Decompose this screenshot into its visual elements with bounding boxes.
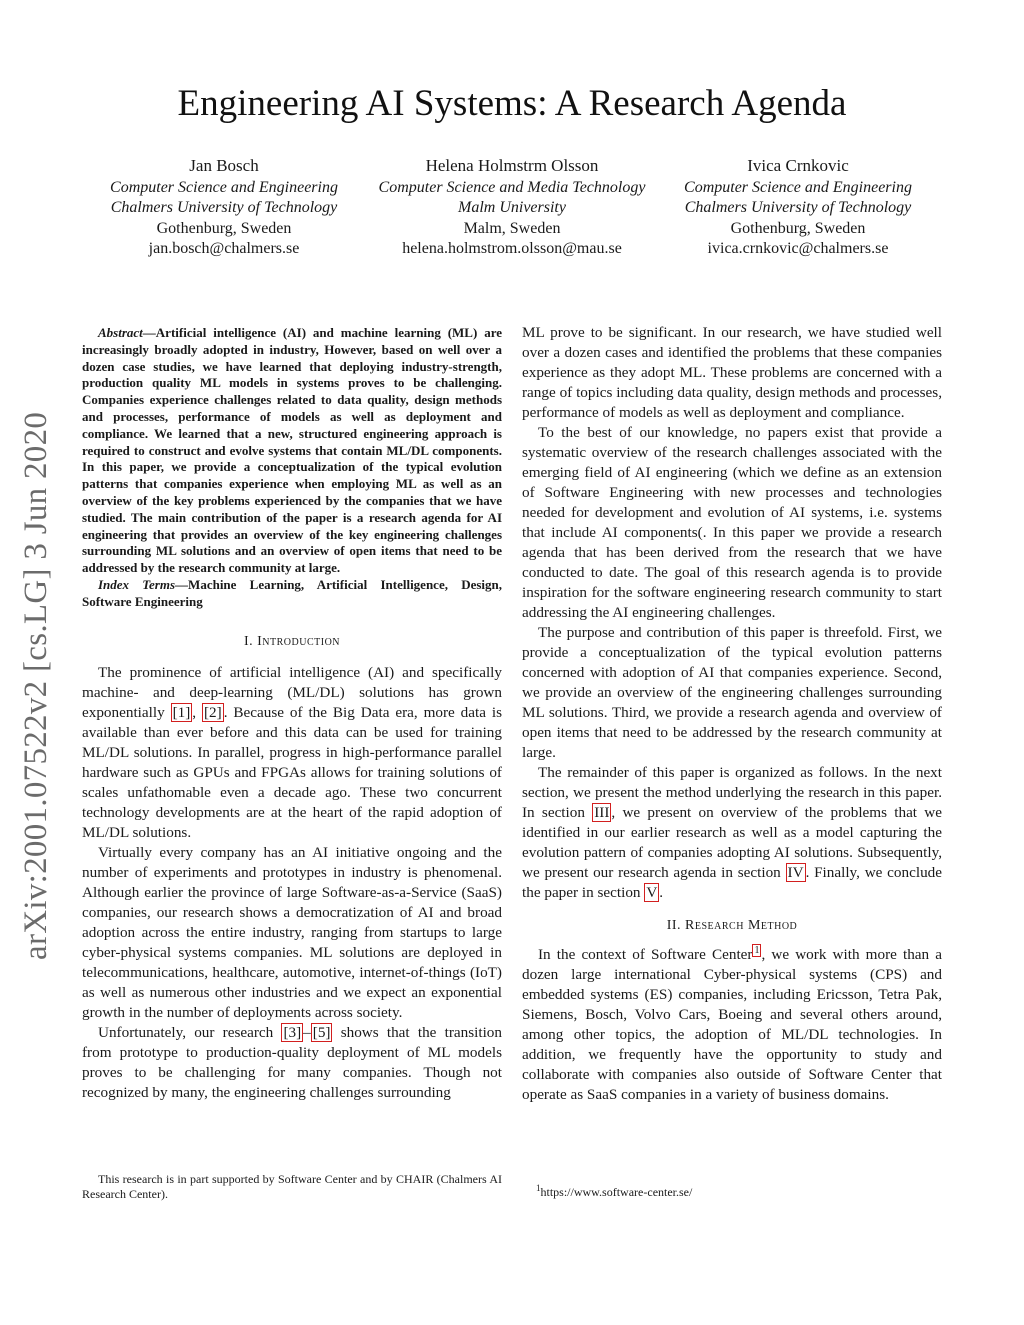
funding-footnote: This research is in part supported by Software Center and by CHAIR (Chalmers AI Research Center). xyxy=(82,1172,502,1201)
author-email: helena.holmstrom.olsson@mau.se xyxy=(402,240,622,257)
abstract xyxy=(82,325,502,577)
footnote-link[interactable]: 1 xyxy=(754,944,760,956)
citation-link[interactable]: [5] xyxy=(312,1023,331,1041)
citation-link[interactable]: [3] xyxy=(283,1023,302,1041)
intro-paragraph-4: To the best of our knowledge, no papers exist that provide a systematic overview of the research challenges associated with the emerging field of AI engineering (which we define as an extension of Software Engineering with new processes and technologies needed for development and evolution of AI systems, i.e. systems that include AI components(. In this paper we provide a research agenda that has been derived from the research that we have conducted to date. The goal of this research agenda is to provide inspiration for the software engineering research community to start addressing the AI engineering challenges. xyxy=(522,424,942,621)
intro-paragraph-2: Virtually every company has an AI initiative ongoing and the number of experiments and prototypes in industry is phenomenal. Although earlier the province of large Software-as-a-Service (SaaS) companies, our research shows a democratization of AI and broad adoption across the entire industry, ranging from startups to large cyber-physical systems companies. ML solutions are deployed in telecommunications, healthcare, automotive, internet-of-things (IoT) as well as numerous other industries and we expect an exponential growth in the number of deployments across society. xyxy=(82,843,502,1021)
author-dept: Computer Science and Engineering xyxy=(684,178,912,196)
author-email: jan.bosch@chalmers.se xyxy=(148,240,300,257)
intro-paragraph-continued: ML prove to be significant. In our research, we have studied well over a dozen cases and identified the problems that these companies experience as they adopt ML. These problems are concerned with a range of topics including data quality, design methods and processes, performance of models as well as deployment and compliance. xyxy=(522,324,942,421)
author-city: Malm, Sweden xyxy=(463,219,561,237)
index-terms-lead: Index Terms xyxy=(98,576,176,592)
footnote-url[interactable]: https://www.software-center.se/ xyxy=(540,1185,693,1199)
abstract-text: —Artificial intelligence (AI) and machine learning (ML) are increasingly broadly adopted in industry, However, based on well over a dozen case studies, we have learned that deploying industry-strength, production quality ML models in systems proves to be challenging. Companies experience challenges related to data quality, design methods and processes, performance of models as well as deployment and compliance. We learned that a new, structured engineering approach is required to construct and evolve systems that contain ML/DL components. In this paper, we provide a conceptualization of the typical evolution patterns that companies experience when employing ML as well as an overview of the key problems experienced by the companies that we have studied. The main contribution of the paper is a research agenda for AI engineering that provides an overview of the key engineering challenges surrounding ML solutions and an overview of open items that need to be addressed by the research community at large. xyxy=(82,325,502,576)
right-column xyxy=(522,323,942,1105)
section-link[interactable]: III xyxy=(594,804,610,821)
author-city: Gothenburg, Sweden xyxy=(156,219,292,237)
author-org: Chalmers University of Technology xyxy=(110,199,338,216)
author-dept: Computer Science and Media Technology xyxy=(378,178,646,196)
section-link[interactable]: IV xyxy=(787,864,804,881)
author-dept: Computer Science and Engineering xyxy=(110,178,338,196)
url-footnote xyxy=(536,1185,956,1200)
author-name: Helena Holmstrm Olsson xyxy=(425,156,599,175)
author-org: Chalmers University of Technology xyxy=(684,199,912,216)
intro-paragraph-1: The prominence of artificial intelligence (AI) and specifically machine- and deep-learning (ML/DL) solutions has grown exponentially [1] , [2] . Because of the Big Data era, more data is available than ever before and this data can be used for training ML/DL solutions. In parallel, progress in high-performance parallel hardware such as GPUs and FPGAs allows for training solutions of scales unfathomable even a decade ago. These two concurrent technology developments are at the heart of the rapid adoption of ML/DL solutions. xyxy=(82,663,503,841)
intro-paragraph-6: The remainder of this paper is organized as follows. In the next section, we present the method underlying the research in this paper. In section III , we present on overview of the problems that we identified in our earlier research as well as a model capturing the evolution pattern of companies adopting AI solutions. Subsequently, we present our research agenda in section IV . Finally, we conclude the paper in section V . xyxy=(522,764,942,901)
index-terms-text: —Machine Learning, Artificial Intelligence, Design, Software Engineering xyxy=(82,576,503,609)
author-name: Jan Bosch xyxy=(189,156,259,175)
author-block xyxy=(648,156,948,260)
section-link[interactable]: V xyxy=(646,884,658,901)
citation-link[interactable]: [2] xyxy=(204,703,222,721)
intro-paragraph-5: The purpose and contribution of this paper is threefold. First, we provide a conceptualization of the typical evolution patterns concerned with adoption of AI that companies experience. Second, we provide an overview of the engineering challenges surrounding ML solutions. Third, we provide a research agenda and overview of open items that need to be addressed by the research community at large. xyxy=(522,624,942,761)
author-city: Gothenburg, Sweden xyxy=(730,219,866,237)
left-column xyxy=(82,325,502,1103)
index-terms xyxy=(82,577,502,611)
paper-title: Engineering AI Systems: A Research Agenda xyxy=(177,83,847,124)
method-paragraph-1: In the context of Software Center $^1$ , we work with more than a dozen large international Cyber-physical systems (CPS) and embedded systems (ES) companies, including Ericsson, Tetra Pak, Siemens, Bosch, Volvo Cars, Boeing and several others around, among other topics, the adoption of ML/DL technologies. In addition, we frequently have the opportunity to study and collaborate with companies also outside of Software Center that operate as SaaS companies in a variety of business domains. xyxy=(522,944,942,1103)
arxiv-side-stamp: arXiv:2001.07522v2 [cs.LG] 3 Jun 2020 xyxy=(18,411,54,960)
citation-link[interactable]: [1] xyxy=(172,703,191,721)
abstract-lead: Abstract xyxy=(98,325,143,340)
author-email: ivica.crnkovic@chalmers.se xyxy=(707,240,889,257)
section-heading-research-method: II. Research Method xyxy=(666,918,798,933)
author-org: Malm University xyxy=(458,199,566,216)
section-heading-introduction: I. Introduction xyxy=(243,633,341,649)
footnote-mark: 1 xyxy=(536,1183,541,1193)
author-name: Ivica Crnkovic xyxy=(747,156,849,175)
author-block xyxy=(74,156,374,260)
author-block xyxy=(362,156,662,260)
intro-paragraph-3: Unfortunately, our research [3] – [5] shows that the transition from prototype to production-quality deployment of ML models proves to be challenging for many companies. Though not recognized by many, the engineering challenges surrounding xyxy=(82,1023,502,1101)
